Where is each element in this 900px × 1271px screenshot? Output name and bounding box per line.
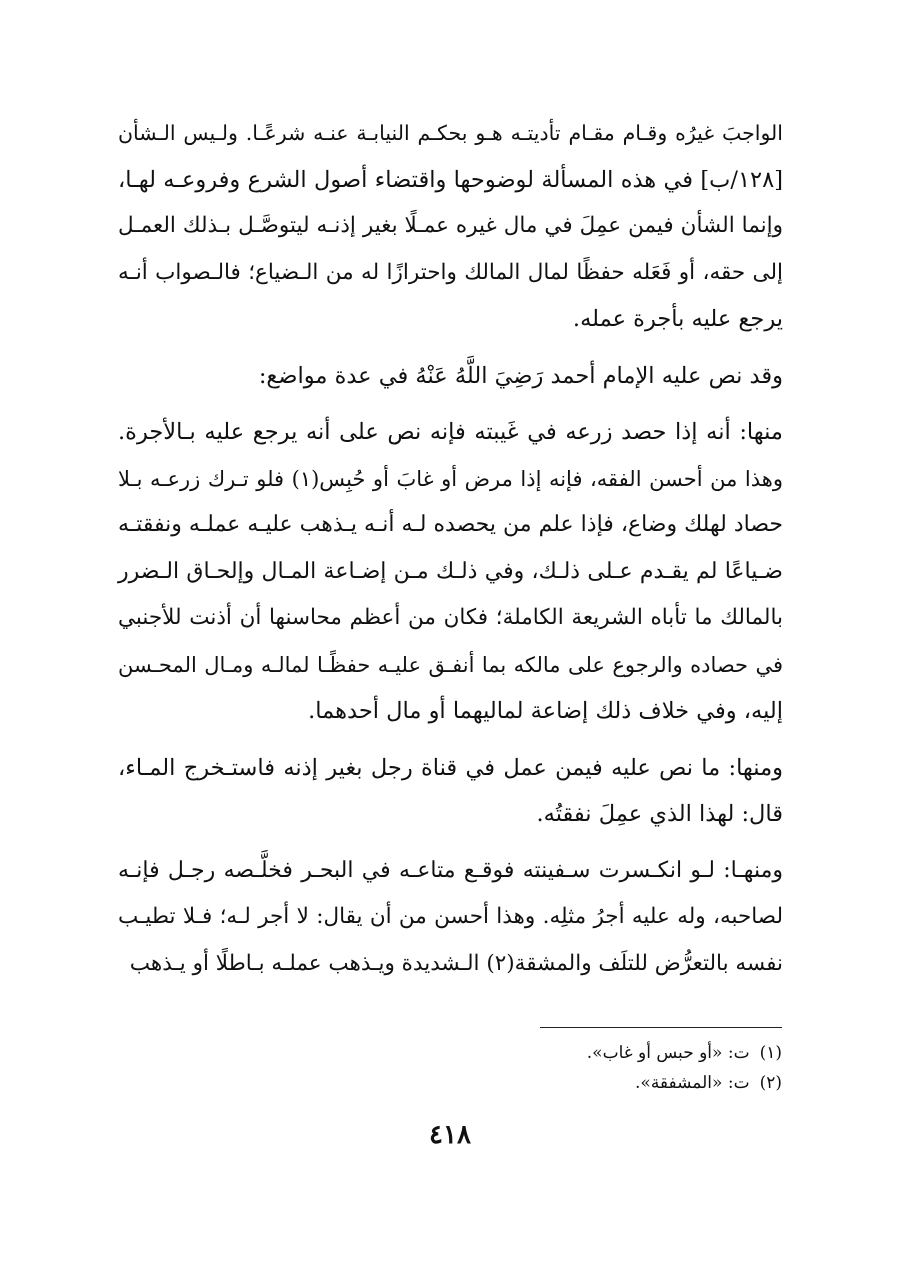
text-line: ومنها: ما نص عليه فيمن عمل في قناة رجل بغير إذنه فاستـخرج المـاء، (118, 754, 783, 781)
text-line: حصاد لهلك وضاع، فإذا علم من يحصده لـه أنـه يـذهب عليـه عملـه ونفقتـه (118, 512, 783, 537)
text-line: بالمالك ما تأباه الشريعة الكاملة؛ فكان من أعظم محاسنها أن أذنت للأجنبي (118, 605, 783, 630)
paragraph (118, 848, 783, 988)
text-line: ضـياعًا لم يقـدم عـلى ذلـك، وفي ذلـك مـن إضـاعة المـال وإلحـاق الـضرر (118, 558, 783, 584)
page-number: ٤١٨ (429, 1120, 471, 1150)
text-line: إليه، وفي خلاف ذلك إضاعة لماليهما أو مال أحدهما. (308, 698, 783, 724)
text-line: [١٢٨/ب] في هذه المسألة لوضوحها واقتضاء أصول الشرع وفروعـه لهـا، (118, 166, 783, 193)
text-line: الواجبَ غيرُه وقـام مقـام تأديتـه هـو بحكـم النيابـة عنـه شرعًـا. ولـيس الـشأن (118, 121, 783, 145)
footnote-divider (540, 1027, 782, 1028)
footnote (400, 1038, 782, 1068)
footnotes (400, 1038, 782, 1098)
paragraph (118, 110, 783, 343)
text-line: نفسه بالتعرُّض للتلَف والمشقة(٢) الـشديدة ويـذهب عملـه بـاطلًا أو يـذهب (129, 950, 783, 976)
footnote-number: (١) (759, 1043, 782, 1063)
main-text (118, 110, 783, 997)
text-line: قال: لهذا الذي عمِلَ نفقتُه. (536, 801, 783, 827)
footnote-number: (٢) (759, 1073, 782, 1093)
text-line: إلى حقه، أو فَعَله حفظًا لمال المالك واحترازًا له من الـضياع؛ فالـصواب أنـه (118, 259, 783, 285)
footnote-text: ت: «أو حبس أو غاب». (586, 1043, 750, 1063)
text-line: يرجع عليه بأجرة عمله. (572, 306, 783, 332)
footnote (400, 1068, 782, 1098)
text-line: لصاحبه، وله عليه أجرُ مثلِه. وهذا أحسن من أن يقال: لا أجر لـه؛ فـلا تطيـب (118, 904, 783, 929)
text-line: وإنما الشأن فيمن عمِلَ في مال غيره عمـلًا بغير إذنـه ليتوصَّـل بـذلك العمـل (118, 213, 783, 238)
paragraph (118, 353, 783, 400)
text-line: وقد نص عليه الإمام أحمد رَضِيَ اللَّهُ عَنْهُ في عدة مواضع: (258, 362, 783, 389)
footnote-text: ت: «المشفقة». (635, 1073, 750, 1093)
paragraph (118, 745, 783, 838)
text-line: منها: أنه إذا حصد زرعه في غَيبته فإنه نص على أنه يرجع عليه بـالأجرة. (118, 419, 783, 445)
paragraph (118, 409, 783, 735)
text-line: في حصاده والرجوع على مالكه بما أنفـق عليـه حفظًـا لمالـه ومـال المحـسن (118, 652, 783, 677)
text-line: وهذا من أحسن الفقه، فإنه إذا مرض أو غابَ أو حُبِس(١) فلو تـرك زرعـه بـلا (118, 466, 783, 491)
text-line: ومنهـا: لـو انكـسرت سـفينته فوقـع متاعـه في البحـر فخلَّـصه رجـل فإنـه (118, 857, 783, 883)
